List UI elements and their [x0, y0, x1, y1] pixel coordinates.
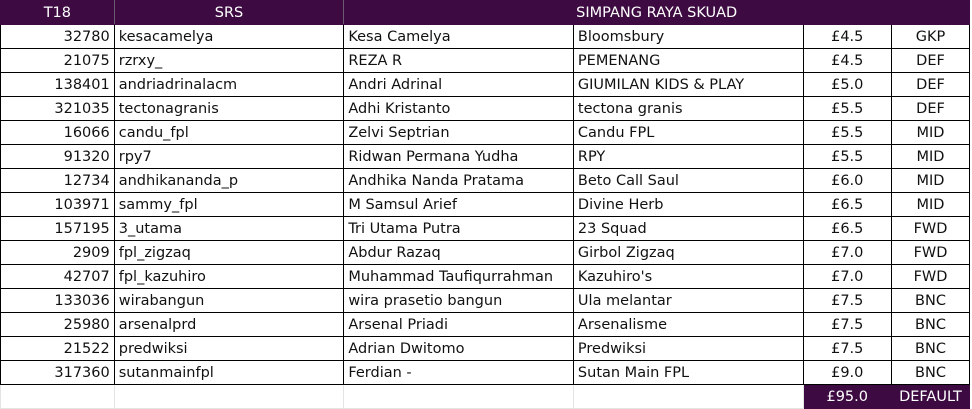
cell-position[interactable]: FWD: [891, 241, 969, 265]
cell-position[interactable]: MID: [891, 145, 969, 169]
cell-price[interactable]: £7.0: [803, 241, 891, 265]
cell-name[interactable]: Kesa Camelya: [344, 25, 574, 49]
cell-username[interactable]: andhikananda_p: [114, 169, 344, 193]
cell-name[interactable]: Abdur Razaq: [344, 241, 574, 265]
cell-position[interactable]: BNC: [891, 289, 969, 313]
cell-name[interactable]: Ridwan Permana Yudha: [344, 145, 574, 169]
table-row: [1, 361, 970, 385]
empty-cell[interactable]: [1, 385, 115, 409]
table-row: [1, 289, 970, 313]
cell-price[interactable]: £6.0: [803, 169, 891, 193]
cell-name[interactable]: Arsenal Priadi: [344, 313, 574, 337]
table-row: [1, 169, 970, 193]
table-row: [1, 97, 970, 121]
cell-price[interactable]: £4.5: [803, 49, 891, 73]
cell-position[interactable]: MID: [891, 193, 969, 217]
cell-team[interactable]: GIUMILAN KIDS & PLAY: [573, 73, 803, 97]
cell-price[interactable]: £7.5: [803, 337, 891, 361]
cell-price[interactable]: £6.5: [803, 193, 891, 217]
cell-id[interactable]: 2909: [1, 241, 115, 265]
cell-id[interactable]: 91320: [1, 145, 115, 169]
cell-team[interactable]: Candu FPL: [573, 121, 803, 145]
cell-team[interactable]: Kazuhiro's: [573, 265, 803, 289]
cell-name[interactable]: Andri Adrinal: [344, 73, 574, 97]
table-row: [1, 265, 970, 289]
table-row: [1, 241, 970, 265]
cell-team[interactable]: Arsenalisme: [573, 313, 803, 337]
cell-position[interactable]: DEF: [891, 73, 969, 97]
total-price[interactable]: £95.0: [803, 385, 891, 409]
cell-position[interactable]: BNC: [891, 313, 969, 337]
cell-team[interactable]: Beto Call Saul: [573, 169, 803, 193]
cell-team[interactable]: tectona granis: [573, 97, 803, 121]
cell-price[interactable]: £9.0: [803, 361, 891, 385]
cell-price[interactable]: £5.0: [803, 73, 891, 97]
cell-team[interactable]: PEMENANG: [573, 49, 803, 73]
cell-team[interactable]: Ula melantar: [573, 289, 803, 313]
empty-cell[interactable]: [344, 385, 574, 409]
cell-id[interactable]: 21075: [1, 49, 115, 73]
cell-username[interactable]: rzrxy_: [114, 49, 344, 73]
cell-username[interactable]: wirabangun: [114, 289, 344, 313]
cell-name[interactable]: REZA R: [344, 49, 574, 73]
cell-id[interactable]: 157195: [1, 217, 115, 241]
cell-username[interactable]: rpy7: [114, 145, 344, 169]
cell-username[interactable]: 3_utama: [114, 217, 344, 241]
cell-position[interactable]: FWD: [891, 265, 969, 289]
table-row: [1, 217, 970, 241]
cell-name[interactable]: Andhika Nanda Pratama: [344, 169, 574, 193]
cell-id[interactable]: 16066: [1, 121, 115, 145]
table-row: [1, 73, 970, 97]
cell-id[interactable]: 32780: [1, 25, 115, 49]
cell-id[interactable]: 321035: [1, 97, 115, 121]
header-squad[interactable]: SIMPANG RAYA SKUAD: [344, 1, 970, 25]
cell-price[interactable]: £7.5: [803, 289, 891, 313]
cell-id[interactable]: 103971: [1, 193, 115, 217]
table-row: [1, 49, 970, 73]
cell-username[interactable]: arsenalprd: [114, 313, 344, 337]
cell-username[interactable]: andriadrinalacm: [114, 73, 344, 97]
footer-row: [1, 385, 970, 409]
cell-team[interactable]: Divine Herb: [573, 193, 803, 217]
table-row: [1, 193, 970, 217]
cell-name[interactable]: Adhi Kristanto: [344, 97, 574, 121]
cell-name[interactable]: Tri Utama Putra: [344, 217, 574, 241]
cell-price[interactable]: £5.5: [803, 145, 891, 169]
cell-price[interactable]: £7.0: [803, 265, 891, 289]
cell-position[interactable]: DEF: [891, 97, 969, 121]
cell-id[interactable]: 138401: [1, 73, 115, 97]
cell-username[interactable]: candu_fpl: [114, 121, 344, 145]
empty-cell[interactable]: [573, 385, 803, 409]
cell-name[interactable]: Adrian Dwitomo: [344, 337, 574, 361]
cell-price[interactable]: £5.5: [803, 97, 891, 121]
cell-id[interactable]: 133036: [1, 289, 115, 313]
cell-name[interactable]: Ferdian -: [344, 361, 574, 385]
cell-team[interactable]: 23 Squad: [573, 217, 803, 241]
cell-id[interactable]: 25980: [1, 313, 115, 337]
cell-id[interactable]: 21522: [1, 337, 115, 361]
cell-price[interactable]: £7.5: [803, 313, 891, 337]
cell-position[interactable]: MID: [891, 121, 969, 145]
cell-username[interactable]: fpl_zigzaq: [114, 241, 344, 265]
table-row: [1, 313, 970, 337]
cell-name[interactable]: M Samsul Arief: [344, 193, 574, 217]
header-id[interactable]: T18: [1, 1, 115, 25]
cell-position[interactable]: BNC: [891, 361, 969, 385]
cell-name[interactable]: Muhammad Taufiqurrahman: [344, 265, 574, 289]
cell-id[interactable]: 42707: [1, 265, 115, 289]
cell-team[interactable]: Predwiksi: [573, 337, 803, 361]
cell-team[interactable]: Girbol Zigzaq: [573, 241, 803, 265]
cell-id[interactable]: 12734: [1, 169, 115, 193]
cell-username[interactable]: tectonagranis: [114, 97, 344, 121]
header-row: [1, 1, 970, 25]
cell-position[interactable]: BNC: [891, 337, 969, 361]
cell-id[interactable]: 317360: [1, 361, 115, 385]
cell-position[interactable]: FWD: [891, 217, 969, 241]
cell-username[interactable]: fpl_kazuhiro: [114, 265, 344, 289]
cell-price[interactable]: £5.5: [803, 121, 891, 145]
cell-position[interactable]: MID: [891, 169, 969, 193]
cell-position[interactable]: GKP: [891, 25, 969, 49]
cell-username[interactable]: sutanmainfpl: [114, 361, 344, 385]
cell-team[interactable]: RPY: [573, 145, 803, 169]
cell-price[interactable]: £4.5: [803, 25, 891, 49]
table-row: [1, 25, 970, 49]
table-row: [1, 121, 970, 145]
cell-name[interactable]: Zelvi Septrian: [344, 121, 574, 145]
status-label[interactable]: DEFAULT: [891, 385, 969, 409]
cell-username[interactable]: predwiksi: [114, 337, 344, 361]
table-row: [1, 337, 970, 361]
cell-team[interactable]: Bloomsbury: [573, 25, 803, 49]
cell-team[interactable]: Sutan Main FPL: [573, 361, 803, 385]
table-row: [1, 145, 970, 169]
header-user[interactable]: SRS: [114, 1, 344, 25]
cell-position[interactable]: DEF: [891, 49, 969, 73]
cell-username[interactable]: kesacamelya: [114, 25, 344, 49]
cell-username[interactable]: sammy_fpl: [114, 193, 344, 217]
cell-name[interactable]: wira prasetio bangun: [344, 289, 574, 313]
cell-price[interactable]: £6.5: [803, 217, 891, 241]
empty-cell[interactable]: [114, 385, 344, 409]
